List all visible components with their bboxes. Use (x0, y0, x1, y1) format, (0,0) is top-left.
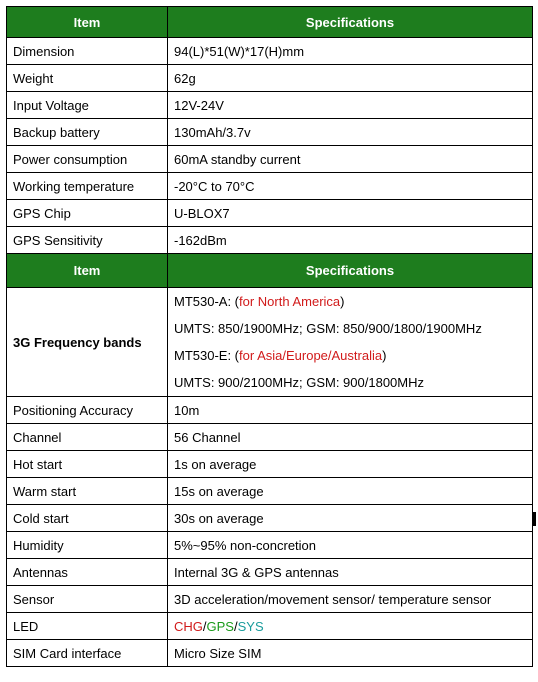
frequency-bands-row (7, 288, 533, 397)
header-item: Item (7, 7, 168, 38)
header-specifications: Specifications (168, 7, 533, 38)
table-row (7, 397, 533, 424)
header-row-2 (7, 254, 533, 288)
spec-cell: Internal 3G & GPS antennas (168, 559, 533, 586)
header-row-1 (7, 7, 533, 38)
item-cell: Power consumption (7, 146, 168, 173)
item-cell: Channel (7, 424, 168, 451)
spec-cell: 56 Channel (168, 424, 533, 451)
spec-cell: 30s on average (168, 505, 533, 532)
spec-cell: 60mA standby current (168, 146, 533, 173)
model-a-bands: UMTS: 850/1900MHz; GSM: 850/900/1800/1900MHz (174, 321, 482, 336)
table-row (7, 65, 533, 92)
item-cell: Cold start (7, 505, 168, 532)
item-cell: GPS Chip (7, 200, 168, 227)
item-cell: Humidity (7, 532, 168, 559)
model-e-region: for Asia/Europe/Australia (239, 348, 383, 363)
frequency-bands-cell (168, 288, 533, 397)
table-row (7, 505, 533, 532)
led-gps: GPS (206, 618, 234, 634)
table-row (7, 586, 533, 613)
item-cell: Positioning Accuracy (7, 397, 168, 424)
led-spec-cell (168, 613, 533, 640)
table-row (7, 92, 533, 119)
table-row (7, 119, 533, 146)
item-cell: LED (7, 613, 168, 640)
table-row (7, 478, 533, 505)
table-row (7, 559, 533, 586)
spec-cell: 130mAh/3.7v (168, 119, 533, 146)
header-specifications: Specifications (168, 254, 533, 288)
table-row (7, 200, 533, 227)
spec-cell: -20°C to 70°C (168, 173, 533, 200)
spec-cell: 94(L)*51(W)*17(H)mm (168, 38, 533, 65)
item-cell: GPS Sensitivity (7, 227, 168, 254)
item-cell: 3G Frequency bands (7, 288, 168, 397)
led-chg: CHG (174, 618, 203, 634)
item-cell: Input Voltage (7, 92, 168, 119)
model-a-name: MT530-A: ( (174, 294, 240, 309)
table-row (7, 451, 533, 478)
spec-cell: 10m (168, 397, 533, 424)
spec-cell: 1s on average (168, 451, 533, 478)
model-a-close: ) (340, 294, 345, 309)
model-e-bands: UMTS: 900/2100MHz; GSM: 900/1800MHz (174, 375, 424, 390)
edge-mark (533, 512, 536, 526)
spec-table (6, 6, 533, 667)
model-e-name: MT530-E: ( (174, 348, 240, 363)
item-cell: Warm start (7, 478, 168, 505)
table-row (7, 146, 533, 173)
table-row (7, 38, 533, 65)
spec-cell: 12V-24V (168, 92, 533, 119)
table-row (7, 532, 533, 559)
item-cell: SIM Card interface (7, 640, 168, 667)
spec-cell: U-BLOX7 (168, 200, 533, 227)
item-cell: Weight (7, 65, 168, 92)
model-e-close: ) (382, 348, 387, 363)
spec-cell: 3D acceleration/movement sensor/ temperature sensor (168, 586, 533, 613)
led-separator: / (233, 618, 238, 634)
spec-cell: 15s on average (168, 478, 533, 505)
led-row (7, 613, 533, 640)
spec-cell: -162dBm (168, 227, 533, 254)
table-row (7, 424, 533, 451)
table-row (7, 173, 533, 200)
item-cell: Backup battery (7, 119, 168, 146)
model-e-line (174, 342, 532, 369)
model-a-line (174, 288, 532, 315)
led-sys: SYS (237, 618, 264, 634)
item-cell: Antennas (7, 559, 168, 586)
model-a-region: for North America (239, 294, 341, 309)
item-cell: Dimension (7, 38, 168, 65)
table-row (7, 640, 533, 667)
table-row (7, 227, 533, 254)
spec-cell: 62g (168, 65, 533, 92)
header-item: Item (7, 254, 168, 288)
item-cell: Hot start (7, 451, 168, 478)
led-separator: / (202, 618, 207, 634)
item-cell: Working temperature (7, 173, 168, 200)
item-cell: Sensor (7, 586, 168, 613)
spec-cell: 5%~95% non-concretion (168, 532, 533, 559)
spec-cell: Micro Size SIM (168, 640, 533, 667)
